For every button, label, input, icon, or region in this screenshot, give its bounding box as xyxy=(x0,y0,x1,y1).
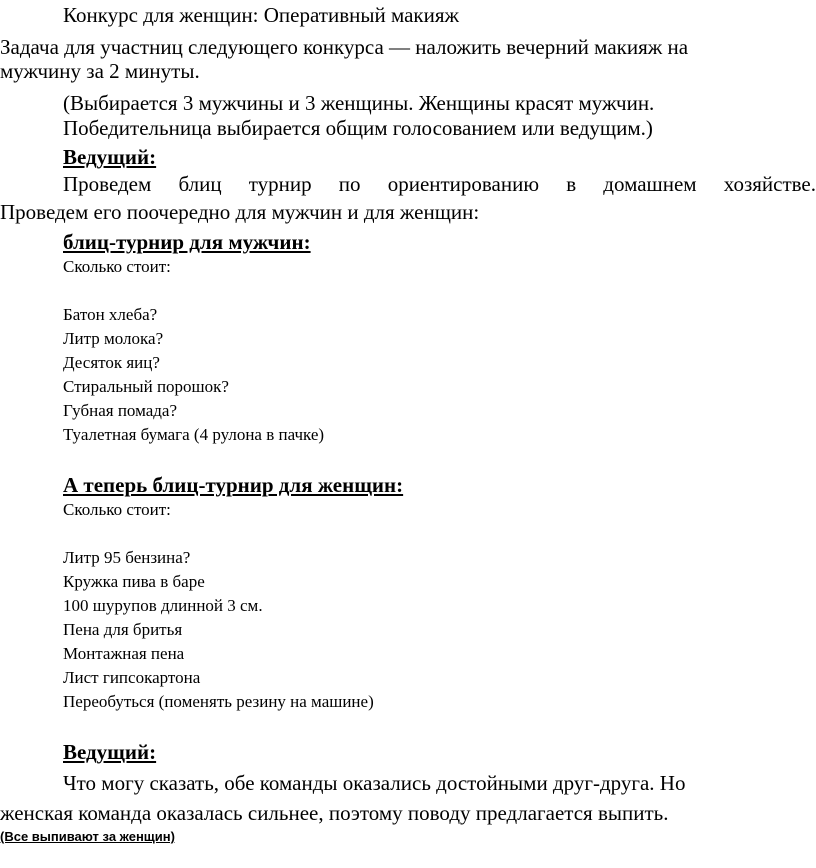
list-item: Кружка пива в баре xyxy=(63,572,205,591)
list-item: Пена для бритья xyxy=(63,620,183,639)
spacer xyxy=(0,522,816,546)
host-label-2: Ведущий: xyxy=(63,740,157,764)
host2-line-1: Что могу сказать, обе команды оказались достойными друг-друга. Но xyxy=(63,771,686,795)
women-prompt: Сколько стоит: xyxy=(63,500,171,519)
task-line-2: мужчину за 2 минуты. xyxy=(0,59,200,83)
list-item: Литр 95 бензина? xyxy=(63,548,191,567)
contest-title: Конкурс для женщин: Оперативный макияж xyxy=(63,3,460,27)
host1-line-1: Проведем блиц турнир по ориентированию в домашнем хозяйстве. xyxy=(63,172,816,196)
list-item: Лист гипсокартона xyxy=(63,668,201,687)
women-round-heading: А теперь блиц-турнир для женщин: xyxy=(63,473,404,497)
list-item: Переобуться (поменять резину на машине) xyxy=(63,692,374,711)
list-item: Десяток яиц? xyxy=(63,353,160,372)
note-line-2: Победительница выбирается общим голосованием или ведущим.) xyxy=(63,116,653,140)
women-heading-wrap xyxy=(0,470,816,501)
list-item: Литр молока? xyxy=(63,329,164,348)
men-round-heading: блиц-турнир для мужчин: xyxy=(63,230,311,254)
list-item: Стиральный порошок? xyxy=(63,377,229,396)
list-item: Туалетная бумага (4 рулона в пачке) xyxy=(63,425,325,444)
list-item: Губная помада? xyxy=(63,401,178,420)
men-prompt: Сколько стоит: xyxy=(63,257,171,276)
host-label-2-wrap xyxy=(0,737,816,768)
task-line-1: Задача для участниц следующего конкурса — наложить вечерний макияж на xyxy=(0,35,689,59)
footnote: (Все выпивают за женщин) xyxy=(0,829,175,844)
spacer xyxy=(0,279,816,303)
men-round-list xyxy=(0,255,816,447)
women-round-list xyxy=(0,498,816,714)
host2-line-2: женская команда оказалась сильнее, поэтому поводу предлагается выпить. xyxy=(0,801,669,825)
list-item: Батон хлеба? xyxy=(63,305,158,324)
host-label-1: Ведущий: xyxy=(63,145,157,169)
list-item: 100 шурупов длинной 3 см. xyxy=(63,596,263,615)
list-item: Монтажная пена xyxy=(63,644,185,663)
note-line-1: (Выбирается 3 мужчины и 3 женщины. Женщины красят мужчин. xyxy=(63,91,655,115)
host1-line-2: Проведем его поочередно для мужчин и для женщин: xyxy=(0,200,480,224)
men-heading-wrap xyxy=(0,227,816,258)
